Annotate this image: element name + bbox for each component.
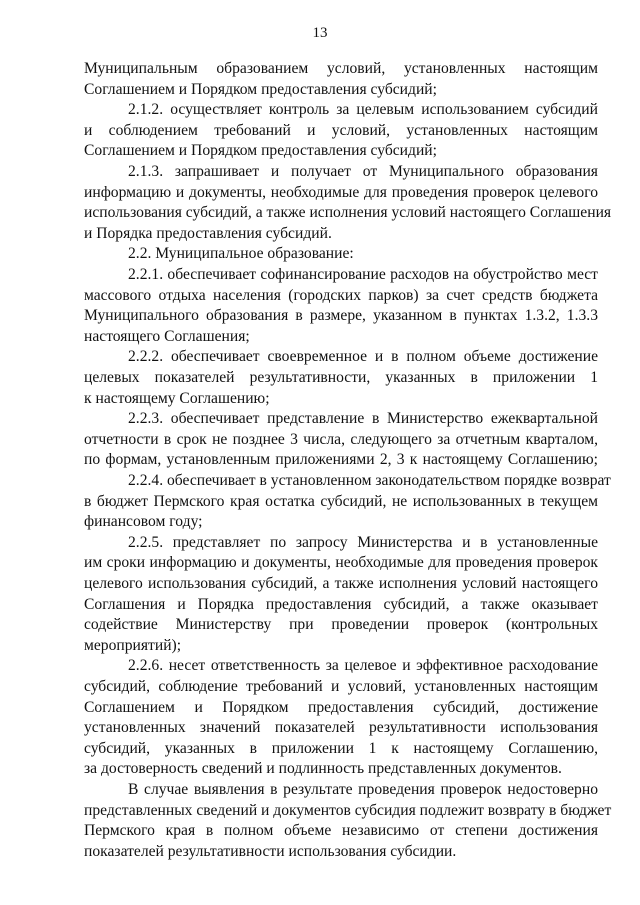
text-line: субсидий, указанных в приложении 1 к настоящему Соглашению, (84, 739, 598, 757)
text-line: настоящего Соглашения; (84, 327, 250, 345)
text-line: 2.2.2. обеспечивает своевременное и в полном объеме достижение (128, 348, 598, 366)
text-line: Соглашения и Порядка предоставления субсидий, а также оказывает (84, 595, 598, 613)
text-line: 2.2.4. обеспечивает в установленном законодательством порядке возврат (128, 472, 611, 489)
text-line: 2.2.3. обеспечивает представление в Министерство ежеквартальной (128, 410, 598, 428)
text-line: Муниципального образования в размере, указанном в пунктах 1.3.2, 1.3.3 (84, 307, 598, 325)
text-line: финансовом году; (84, 513, 203, 531)
text-line: 2.2.1. обеспечивает софинансирование расходов на обустройство мест (128, 266, 598, 283)
text-line: Соглашением и Порядком предоставления субсидий; (84, 80, 437, 98)
text-line: и соблюдением требований и условий, установленных настоящим (84, 121, 598, 139)
text-line: Муниципальным образованием условий, установленных настоящим (84, 60, 598, 77)
text-line: представленных сведений и документов субсидия подлежит возврату в бюджет (84, 801, 612, 819)
text-line: 2.1.3. запрашивает и получает от Муниципального образования (128, 163, 598, 180)
text-line: Пермского края в полном объеме независимо от степени достижения (84, 822, 598, 840)
text-line: установленных значений показателей результативности использования (84, 719, 598, 737)
page-number: 13 (312, 25, 328, 41)
text-line: В случае выявления в результате проведения проверок недостоверно (128, 781, 598, 798)
text-line: Соглашением и Порядком предоставления субсидий; (84, 142, 437, 160)
text-line: Соглашением и Порядком предоставления субсидий, достижение (84, 698, 598, 716)
text-line: содействие Министерству при проведении проверок (контрольных (84, 616, 598, 634)
text-line: субсидий, соблюдение требований и условий, установленных настоящим (84, 678, 598, 695)
text-line: мероприятий); (84, 636, 182, 654)
text-line: и Порядка предоставления субсидий. (84, 224, 332, 242)
text-line: использования субсидий, а также исполнения условий настоящего Соглашения (84, 204, 612, 222)
text-line: 2.1.2. осуществляет контроль за целевым использованием субсидий (128, 101, 598, 119)
text-line: им сроки информацию и документы, необходимые для проведения проверок (84, 554, 598, 572)
text-line: массового отдыха населения (городских парков) за счет средств бюджета (84, 286, 598, 304)
text-line: целевого использования субсидий, а также исполнения условий настоящего (84, 575, 598, 592)
text-line: показателей результативности использования субсидии. (84, 842, 457, 860)
text-line: информацию и документы, необходимые для проведения проверок целевого (84, 183, 598, 201)
text-line: в бюджет Пермского края остатка субсидий, не использованных в текущем (84, 492, 598, 510)
text-line: к настоящему Соглашению; (84, 389, 270, 407)
text-line: за достоверность сведений и подлинность представленных документов. (84, 760, 562, 778)
text-line: 2.2. Муниципальное образование: (128, 245, 354, 263)
text-line: 2.2.5. представляет по запросу Министерства и в установленные (128, 533, 598, 551)
text-line: целевых показателей результативности, указанных в приложении 1 (84, 369, 598, 386)
text-line: по формам, установленным приложениями 2, 3 к настоящему Соглашению; (84, 451, 598, 469)
text-line: 2.2.6. несет ответственность за целевое и эффективное расходование (128, 657, 598, 675)
text-line: отчетности в срок не позднее 3 числа, следующего за отчетным кварталом, (84, 430, 598, 448)
